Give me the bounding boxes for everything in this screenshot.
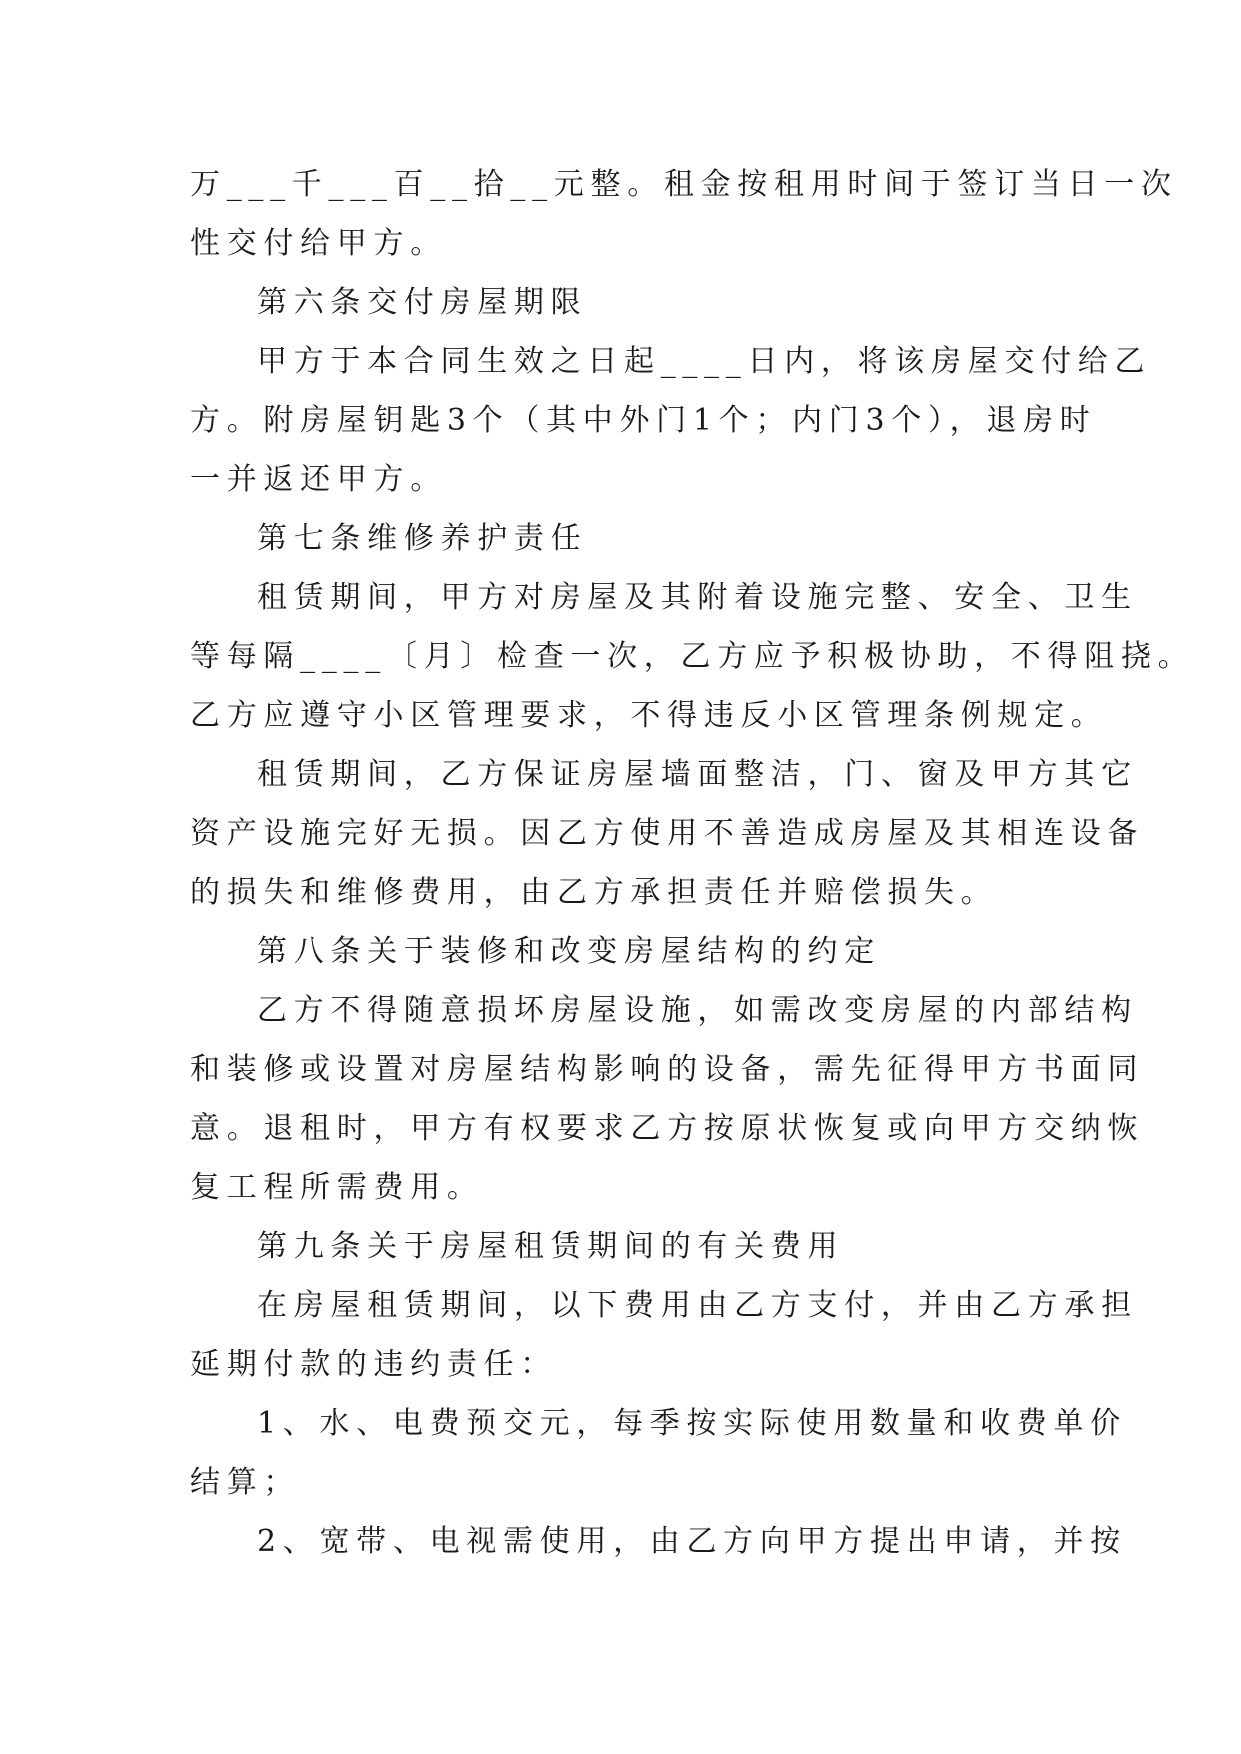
text-line: 延期付款的违约责任： <box>190 1347 557 1382</box>
text-line: 第七条维修养护责任 <box>257 521 588 556</box>
text-line: 结算； <box>190 1465 301 1500</box>
text-line: 性交付给甲方。 <box>190 226 447 261</box>
text-line: 乙方应遵守小区管理要求，不得违反小区管理条例规定。 <box>190 698 1108 733</box>
paragraph <box>190 1217 1052 1276</box>
paragraph <box>190 1394 1127 1512</box>
paragraph <box>190 1512 1127 1571</box>
text-line: 和装修或设置对房屋结构影响的设备，需先征得甲方书面同 <box>190 1052 1145 1087</box>
text-line: 在房屋租赁期间，以下费用由乙方支付，并由乙方承担 <box>257 1288 1138 1323</box>
text-line: 方。附房屋钥匙3个（其中外门1个；内门3个），退房时 <box>190 403 1097 438</box>
text-line: 第八条关于装修和改变房屋结构的约定 <box>257 934 881 969</box>
text-line: 1、水、电费预交元，每季按实际使用数量和收费单价 <box>257 1406 1127 1441</box>
paragraph <box>190 922 1052 981</box>
text-line: 租赁期间，乙方保证房屋墙面整洁，门、窗及甲方其它 <box>257 757 1138 792</box>
paragraph <box>190 981 1145 1217</box>
document-body <box>190 155 1195 1571</box>
text-line: 意。退租时，甲方有权要求乙方按原状恢复或向甲方交纳恢 <box>190 1111 1145 1146</box>
paragraph <box>190 745 1145 922</box>
paragraph <box>190 509 1052 568</box>
text-line: 租赁期间，甲方对房屋及其附着设施完整、安全、卫生 <box>257 580 1138 615</box>
text-line: 一并返还甲方。 <box>190 462 447 497</box>
text-line: 乙方不得随意损坏房屋设施，如需改变房屋的内部结构 <box>257 993 1138 1028</box>
text-line: 资产设施完好无损。因乙方使用不善造成房屋及其相连设备 <box>190 816 1145 851</box>
paragraph <box>190 273 1052 332</box>
paragraph <box>190 332 1152 509</box>
text-line: 等每隔____〔月〕检查一次，乙方应予积极协助，不得阻挠。 <box>190 639 1195 674</box>
text-line: 复工程所需费用。 <box>190 1170 484 1205</box>
text-line: 万___千___百__拾__元整。租金按租用时间于签订当日一次 <box>190 167 1178 202</box>
text-line: 第六条交付房屋期限 <box>257 285 588 320</box>
paragraph <box>190 568 1195 745</box>
paragraph <box>190 1276 1138 1394</box>
text-line: 第九条关于房屋租赁期间的有关费用 <box>257 1229 845 1264</box>
text-line: 甲方于本合同生效之日起____日内，将该房屋交付给乙 <box>257 344 1152 379</box>
paragraph <box>190 155 1178 273</box>
text-line: 的损失和维修费用，由乙方承担责任并赔偿损失。 <box>190 875 998 910</box>
text-line: 2、宽带、电视需使用，由乙方向甲方提出申请，并按 <box>257 1524 1127 1559</box>
